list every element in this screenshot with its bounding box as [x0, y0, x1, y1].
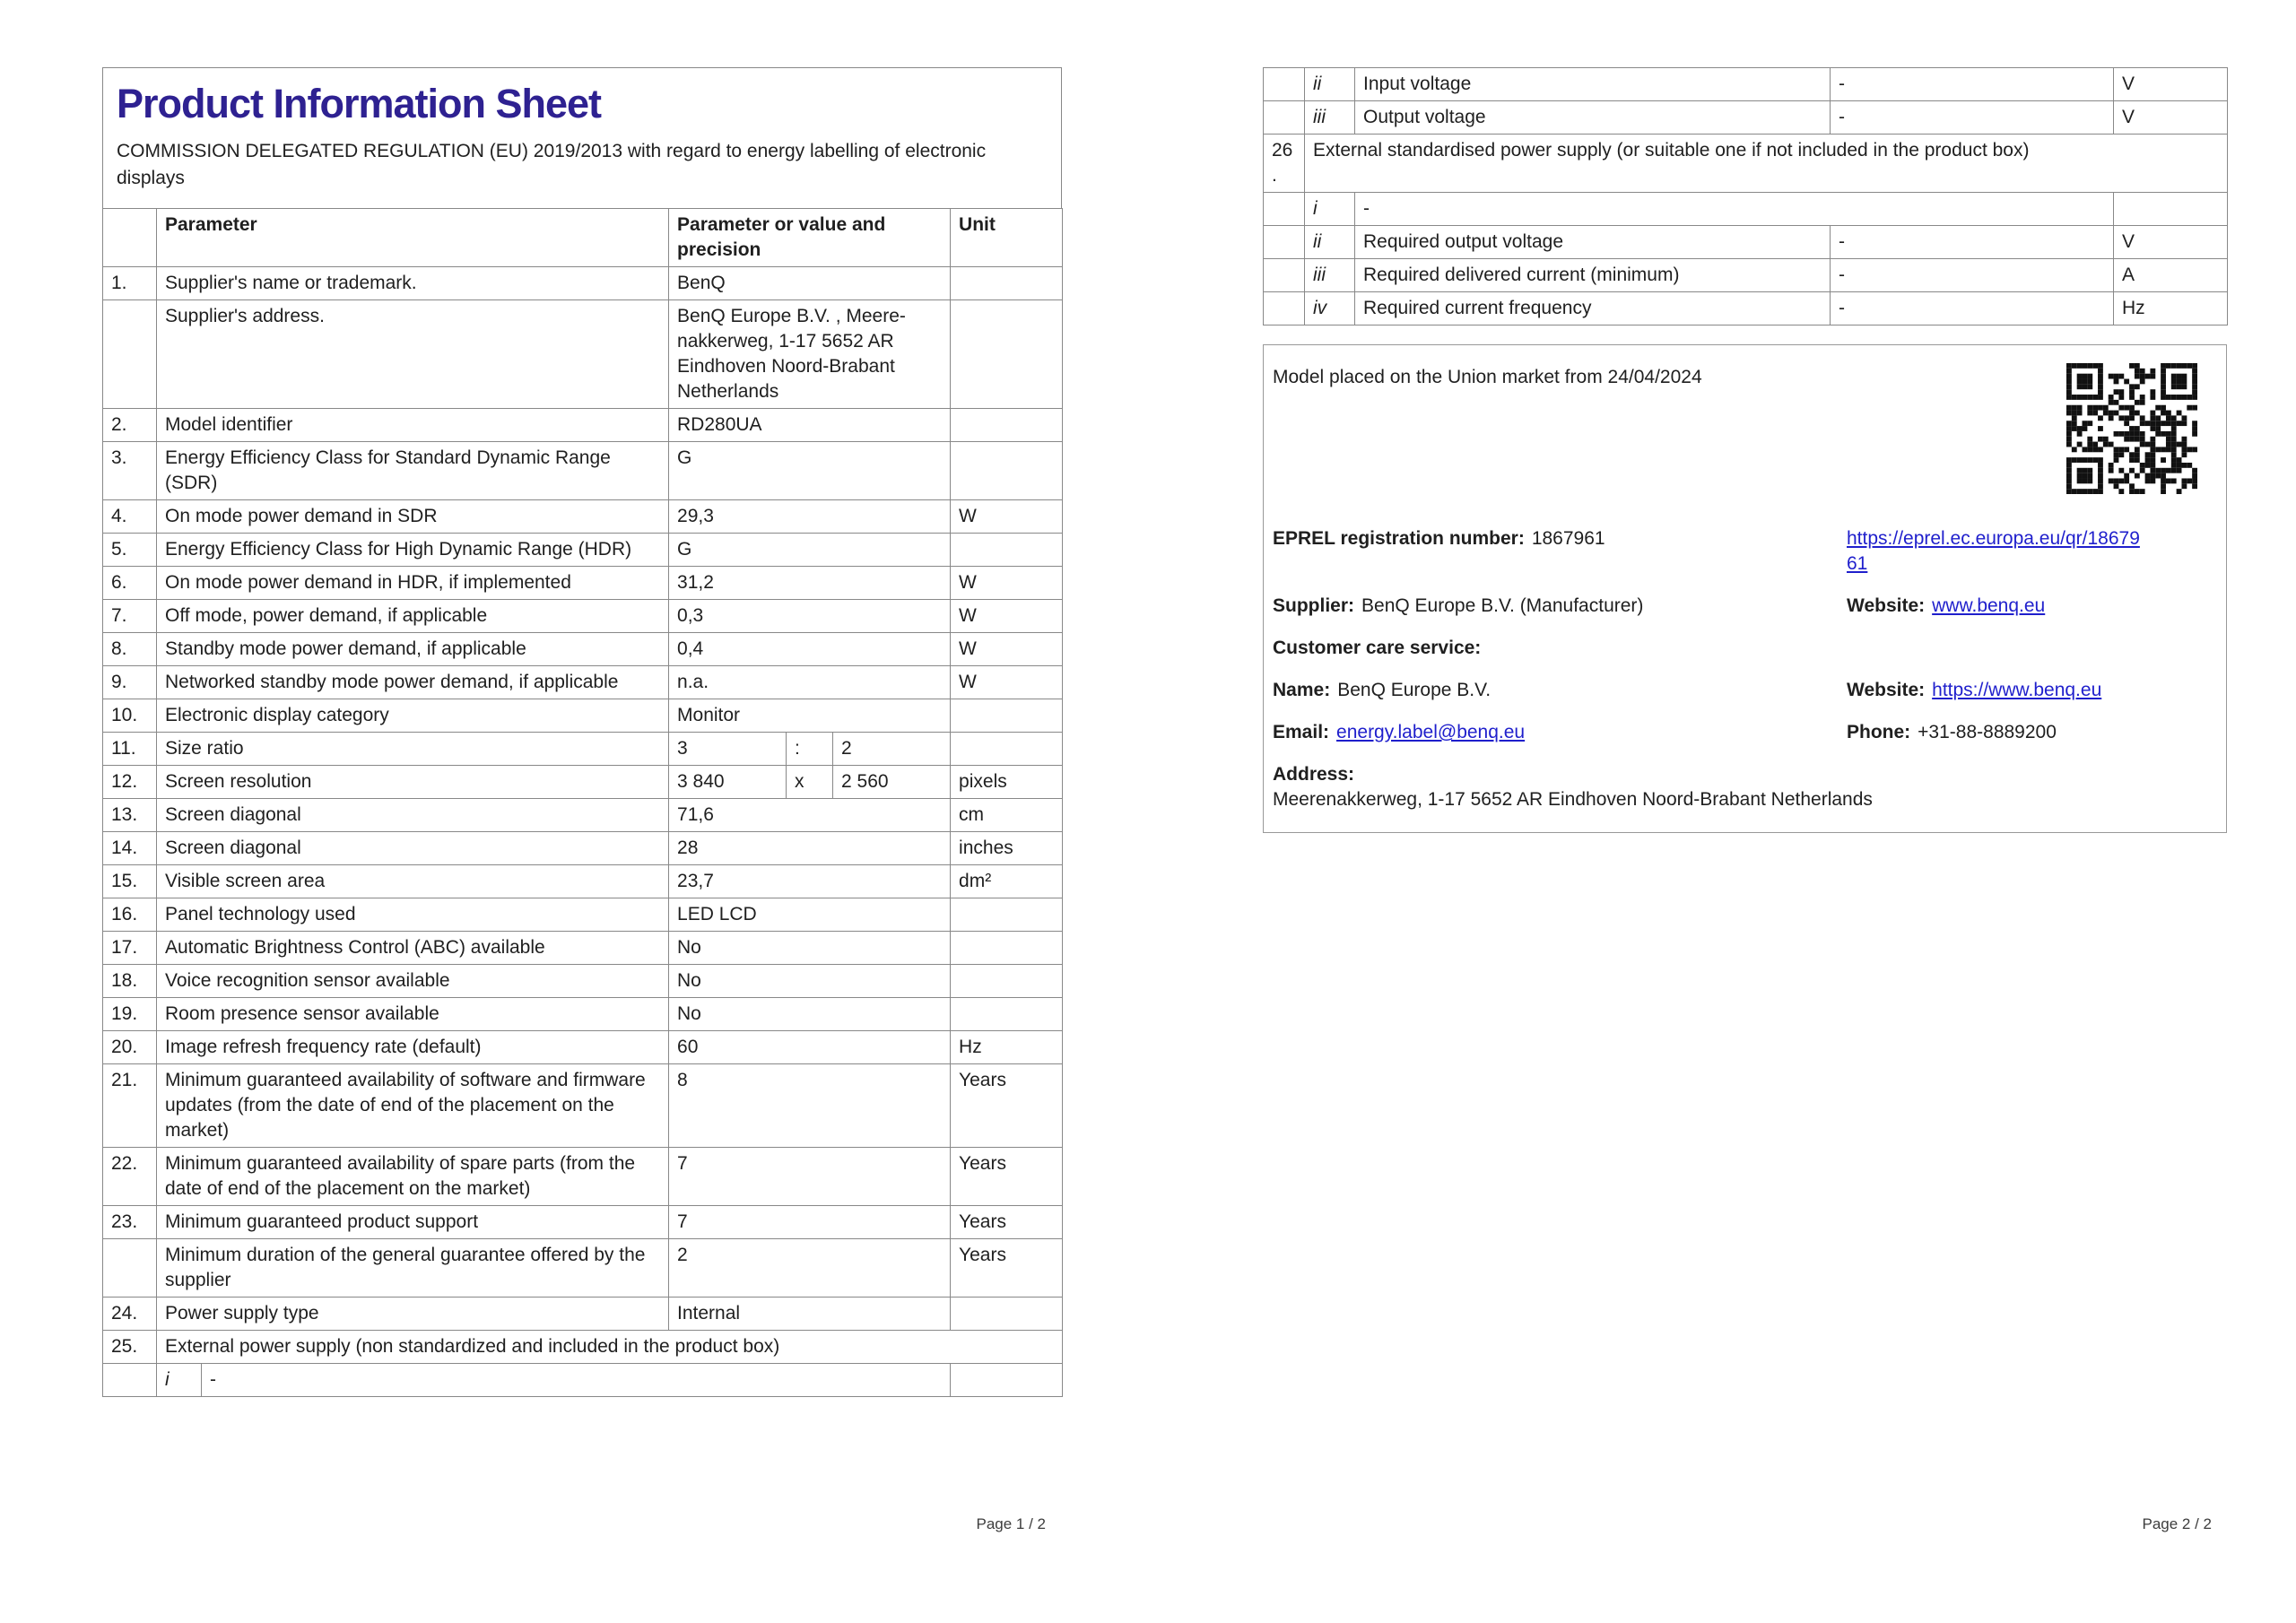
parameter-cell: On mode power demand in SDR: [157, 499, 669, 533]
value-cell: BenQ Europe B.V. , Meere-nakkerweg, 1-17 5652 AR Eindhoven Noord-Brabant Netherlands: [669, 299, 951, 408]
value-cell: 7: [669, 1147, 951, 1205]
parameter-cell: Off mode, power demand, if applicable: [157, 599, 669, 632]
parameter-cell: Minimum guaranteed product support: [157, 1205, 669, 1238]
address-value: Meerenakkerweg, 1-17 5652 AR Eindhoven Noord-Brabant Netherlands: [1273, 789, 1873, 810]
unit-cell: cm: [951, 798, 1063, 831]
unit-cell: Years: [951, 1147, 1063, 1205]
table-row: [103, 898, 1063, 931]
page-2: [1263, 67, 2227, 833]
table-row: [1264, 101, 2228, 135]
customer-care-label: Customer care service:: [1273, 638, 1482, 658]
parameter-cell: Energy Efficiency Class for Standard Dynamic Range (SDR): [157, 441, 669, 499]
parameter-cell: Input voltage: [1355, 68, 1831, 101]
unit-cell: [951, 533, 1063, 566]
row-number: 19.: [103, 997, 157, 1030]
unit-cell: A: [2114, 259, 2228, 292]
value-cell: No: [669, 997, 951, 1030]
info-box: [1263, 344, 2227, 833]
unit-cell: [951, 408, 1063, 441]
parameter-cell: Networked standby mode power demand, if applicable: [157, 665, 669, 699]
table-row: [103, 864, 1063, 898]
table-row: [1264, 193, 2228, 226]
value-cell: G: [669, 441, 951, 499]
sub-number: ii: [1305, 68, 1355, 101]
param-span-cell: External standardised power supply (or suitable one if not included in the product box): [1305, 135, 2228, 193]
unit-cell: V: [2114, 101, 2228, 135]
parameter-cell: Standby mode power demand, if applicable: [157, 632, 669, 665]
unit-cell: W: [951, 665, 1063, 699]
sub-number: i: [1305, 193, 1355, 226]
name-label: Name:: [1273, 680, 1331, 700]
care-website-link[interactable]: https://www.benq.eu: [1932, 680, 2102, 700]
table-row: [103, 798, 1063, 831]
table-row: [103, 299, 1063, 408]
value-cell: Monitor: [669, 699, 951, 732]
parameter-cell: Screen diagonal: [157, 831, 669, 864]
unit-cell: [951, 299, 1063, 408]
row-number: [1264, 226, 1305, 259]
table-row: [103, 699, 1063, 732]
table-row: [103, 1363, 1063, 1396]
value-part-2: 2 560: [833, 765, 951, 798]
value-cell: 31,2: [669, 566, 951, 599]
value-cell: 8: [669, 1063, 951, 1147]
page-title: Product Information Sheet: [117, 81, 602, 126]
row-number: 8.: [103, 632, 157, 665]
value-cell: BenQ: [669, 266, 951, 299]
table-row: [103, 499, 1063, 533]
unit-cell: [951, 266, 1063, 299]
row-number: 5.: [103, 533, 157, 566]
unit-cell: W: [951, 632, 1063, 665]
unit-cell: [951, 699, 1063, 732]
table-row: [103, 831, 1063, 864]
sub-value-cell: -: [1355, 193, 2114, 226]
eprel-row: [1273, 526, 2215, 577]
parameter-table: [102, 208, 1063, 1397]
page-1: [102, 67, 1062, 1397]
table-row: [103, 408, 1063, 441]
row-number: 4.: [103, 499, 157, 533]
value-cell: -: [1831, 101, 2114, 135]
table-row: [1264, 292, 2228, 325]
parameter-cell: Supplier's address.: [157, 299, 669, 408]
value-cell: -: [1831, 292, 2114, 325]
sub-number: iii: [1305, 259, 1355, 292]
address-label: Address:: [1273, 764, 1355, 785]
value-cell: 71,6: [669, 798, 951, 831]
parameter-cell: Required output voltage: [1355, 226, 1831, 259]
value-part-1: 3 840: [669, 765, 787, 798]
parameter-cell: Electronic display category: [157, 699, 669, 732]
row-number: 1.: [103, 266, 157, 299]
row-number: 23.: [103, 1205, 157, 1238]
unit-cell: inches: [951, 831, 1063, 864]
parameter-cell: Required current frequency: [1355, 292, 1831, 325]
eprel-registration: [1273, 526, 1847, 577]
parameter-cell: On mode power demand in HDR, if implemented: [157, 566, 669, 599]
value-cell: 0,3: [669, 599, 951, 632]
parameter-cell: Power supply type: [157, 1297, 669, 1330]
unit-cell: [951, 441, 1063, 499]
market-placement-line: Model placed on the Union market from 24/04/2024: [1273, 367, 1702, 387]
unit-cell: V: [2114, 68, 2228, 101]
care-contact-row: [1273, 720, 2215, 745]
row-number: [103, 1238, 157, 1297]
value-cell: No: [669, 964, 951, 997]
table-row: [103, 964, 1063, 997]
email-link[interactable]: energy.label@benq.eu: [1336, 722, 1526, 742]
value-cell: Internal: [669, 1297, 951, 1330]
row-number: 9.: [103, 665, 157, 699]
parameter-cell: Automatic Brightness Control (ABC) available: [157, 931, 669, 964]
table-row: [103, 266, 1063, 299]
power-supply-table: [1263, 67, 2228, 325]
unit-cell: W: [951, 599, 1063, 632]
row-number: 14.: [103, 831, 157, 864]
value-cell: -: [1831, 226, 2114, 259]
unit-cell: [951, 931, 1063, 964]
unit-cell: Hz: [951, 1030, 1063, 1063]
value-cell: No: [669, 931, 951, 964]
email-label: Email:: [1273, 722, 1330, 742]
phone-value: +31-88-8889200: [1918, 722, 2057, 742]
row-number: 26.: [1264, 135, 1305, 193]
page2-footer: Page 2 / 2: [2142, 1515, 2212, 1532]
website-label: Website:: [1847, 680, 1926, 700]
sub-number: iv: [1305, 292, 1355, 325]
value-separator: x: [787, 765, 833, 798]
row-number: 25.: [103, 1330, 157, 1363]
table-row: [103, 599, 1063, 632]
phone-label: Phone:: [1847, 722, 1911, 742]
parameter-cell: Required delivered current (minimum): [1355, 259, 1831, 292]
row-number: [1264, 193, 1305, 226]
table-row: [103, 441, 1063, 499]
eprel-link[interactable]: https://eprel.ec.europa.eu/qr/1867961: [1847, 528, 2140, 574]
table-row: [103, 1147, 1063, 1205]
table-row: [103, 931, 1063, 964]
row-number: [103, 1363, 157, 1396]
row-number: 16.: [103, 898, 157, 931]
value-cell: 2: [669, 1238, 951, 1297]
row-number: 13.: [103, 798, 157, 831]
row-number: 22.: [103, 1147, 157, 1205]
parameter-cell: Output voltage: [1355, 101, 1831, 135]
value-cell: 23,7: [669, 864, 951, 898]
table-row: [103, 533, 1063, 566]
value-cell: -: [1831, 68, 2114, 101]
row-number: 18.: [103, 964, 157, 997]
sub-value-cell: -: [202, 1363, 951, 1396]
value-part-1: 3: [669, 732, 787, 765]
table-row: [103, 632, 1063, 665]
row-number: 17.: [103, 931, 157, 964]
unit-cell: W: [951, 566, 1063, 599]
row-number: 7.: [103, 599, 157, 632]
parameter-cell: Visible screen area: [157, 864, 669, 898]
row-number: 6.: [103, 566, 157, 599]
supplier-website-link[interactable]: www.benq.eu: [1932, 595, 2046, 616]
table-row: [1264, 135, 2228, 193]
table-row: [1264, 226, 2228, 259]
eprel-number: 1867961: [1531, 528, 1605, 549]
unit-cell: W: [951, 499, 1063, 533]
row-number: [1264, 292, 1305, 325]
website-label: Website:: [1847, 595, 1926, 616]
parameter-cell: Voice recognition sensor available: [157, 964, 669, 997]
unit-cell: [951, 997, 1063, 1030]
name-value: BenQ Europe B.V.: [1337, 680, 1492, 700]
unit-cell: [951, 898, 1063, 931]
row-number: 21.: [103, 1063, 157, 1147]
row-number: 2.: [103, 408, 157, 441]
value-cell: 28: [669, 831, 951, 864]
table-row: [1264, 68, 2228, 101]
table-row: [103, 665, 1063, 699]
value-cell: 0,4: [669, 632, 951, 665]
value-cell: 29,3: [669, 499, 951, 533]
parameter-cell: Energy Efficiency Class for High Dynamic Range (HDR): [157, 533, 669, 566]
table-row: [103, 1330, 1063, 1363]
sub-number: ii: [1305, 226, 1355, 259]
parameter-cell: Minimum duration of the general guarantee offered by the supplier: [157, 1238, 669, 1297]
unit-cell: Years: [951, 1238, 1063, 1297]
header-parameter: Parameter: [157, 208, 669, 266]
supplier-label: Supplier:: [1273, 595, 1355, 616]
row-number: [1264, 68, 1305, 101]
table-row: [103, 1205, 1063, 1238]
sub-number: iii: [1305, 101, 1355, 135]
table-header-row: [103, 208, 1063, 266]
address-block: [1273, 762, 2215, 812]
value-cell: G: [669, 533, 951, 566]
unit-cell: [951, 1363, 1063, 1396]
value-separator: :: [787, 732, 833, 765]
parameter-cell: Screen diagonal: [157, 798, 669, 831]
document-header: [102, 67, 1062, 208]
page1-footer: Page 1 / 2: [976, 1515, 1046, 1532]
table-row: [103, 1238, 1063, 1297]
unit-cell: [2114, 193, 2228, 226]
unit-cell: Hz: [2114, 292, 2228, 325]
value-cell: n.a.: [669, 665, 951, 699]
unit-cell: [951, 732, 1063, 765]
row-number: [103, 299, 157, 408]
unit-cell: Years: [951, 1063, 1063, 1147]
unit-cell: pixels: [951, 765, 1063, 798]
unit-cell: [951, 964, 1063, 997]
customer-care-heading: [1273, 636, 2215, 661]
parameter-cell: Room presence sensor available: [157, 997, 669, 1030]
table-row: [103, 765, 1063, 798]
table-row: [103, 1297, 1063, 1330]
parameter-cell: Supplier's name or trademark.: [157, 266, 669, 299]
value-cell: 60: [669, 1030, 951, 1063]
value-part-2: 2: [833, 732, 951, 765]
row-number: [1264, 259, 1305, 292]
table-row: [103, 1030, 1063, 1063]
parameter-cell: Size ratio: [157, 732, 669, 765]
row-number: 15.: [103, 864, 157, 898]
parameter-cell: Minimum guaranteed availability of spare parts (from the date of end of the placement on the market): [157, 1147, 669, 1205]
care-name-row: [1273, 678, 2215, 703]
row-number: [1264, 101, 1305, 135]
document-subtitle: COMMISSION DELEGATED REGULATION (EU) 2019/2013 with regard to energy labelling of electronic displays: [117, 140, 987, 188]
table-row: [1264, 259, 2228, 292]
eprel-label: EPREL registration number:: [1273, 528, 1525, 549]
parameter-cell: Model identifier: [157, 408, 669, 441]
unit-cell: Years: [951, 1205, 1063, 1238]
row-number: 20.: [103, 1030, 157, 1063]
qr-code: [2066, 363, 2197, 494]
sub-number: i: [157, 1363, 202, 1396]
parameter-cell: Image refresh frequency rate (default): [157, 1030, 669, 1063]
value-cell: -: [1831, 259, 2114, 292]
supplier-value: BenQ Europe B.V. (Manufacturer): [1361, 595, 1644, 616]
parameter-cell: Minimum guaranteed availability of software and firmware updates (from the date of end of the placement on the market): [157, 1063, 669, 1147]
header-num: [103, 208, 157, 266]
value-cell: LED LCD: [669, 898, 951, 931]
parameter-cell: Panel technology used: [157, 898, 669, 931]
value-cell: RD280UA: [669, 408, 951, 441]
header-unit: Unit: [951, 208, 1063, 266]
row-number: 24.: [103, 1297, 157, 1330]
table-row: [103, 732, 1063, 765]
table-row: [103, 1063, 1063, 1147]
row-number: 12.: [103, 765, 157, 798]
table-row: [103, 566, 1063, 599]
row-number: 11.: [103, 732, 157, 765]
value-cell: 7: [669, 1205, 951, 1238]
supplier-row: [1273, 594, 2215, 619]
unit-cell: [951, 1297, 1063, 1330]
unit-cell: dm²: [951, 864, 1063, 898]
header-value: Parameter or value and precision: [669, 208, 951, 266]
row-number: 3.: [103, 441, 157, 499]
param-span-cell: External power supply (non standardized and included in the product box): [157, 1330, 1063, 1363]
unit-cell: V: [2114, 226, 2228, 259]
row-number: 10.: [103, 699, 157, 732]
table-row: [103, 997, 1063, 1030]
parameter-cell: Screen resolution: [157, 765, 669, 798]
